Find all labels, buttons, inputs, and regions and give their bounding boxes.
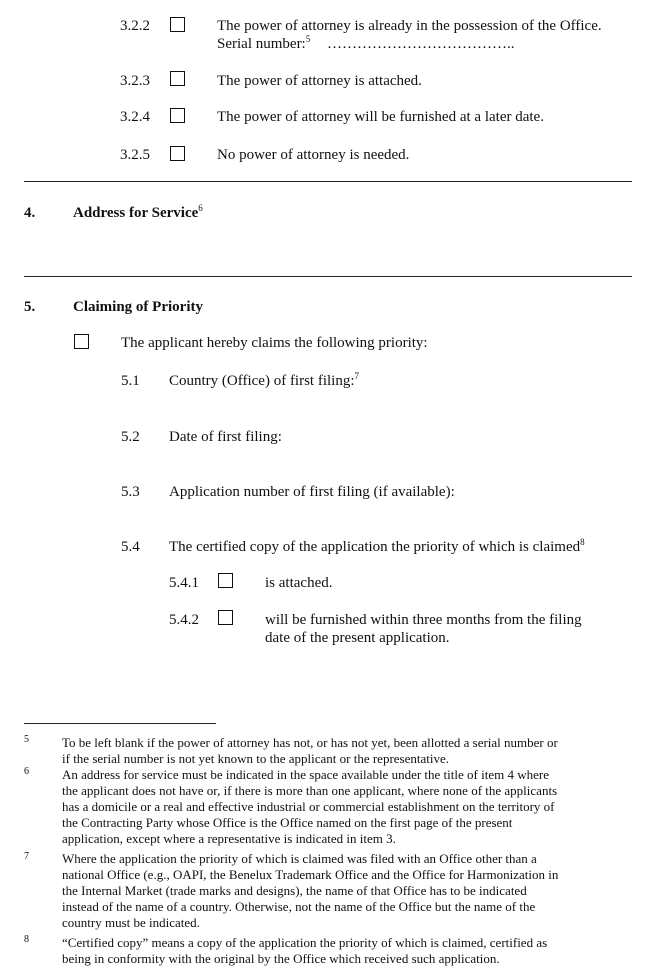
footnote-mark: 5 — [24, 734, 29, 745]
item-number: 5.4.2 — [169, 612, 199, 628]
footnote-line: Where the application the priority of which is claimed was filed with an Office other than a — [62, 851, 537, 866]
item-number: 3.2.3 — [120, 73, 150, 89]
item-number: 3.2.4 — [120, 109, 150, 125]
footnote-line: application, except where a representative is indicated in item 3. — [62, 831, 396, 846]
item-text: Date of first filing: — [169, 429, 282, 445]
section-divider — [24, 181, 632, 182]
footnote-line: national Office (e.g., OAPI, the Benelux Trademark Office and the Office for Harmonization in — [62, 867, 559, 882]
footnote-line: country must be indicated. — [62, 915, 200, 930]
footnote-separator — [24, 723, 216, 724]
section-number: 4. — [24, 205, 36, 221]
footnote-line: has a domicile or a real and effective industrial or commercial establishment on the territory of — [62, 799, 555, 814]
item-text: The power of attorney will be furnished at a later date. — [217, 109, 544, 125]
priority-claim-checkbox[interactable] — [74, 334, 89, 349]
item-number: 5.4.1 — [169, 575, 199, 591]
section-title: Address for Service$^6$ — [73, 203, 203, 221]
item-text: The certified copy of the application the priority of which is claimed$^8$ — [169, 537, 585, 555]
footnote-mark: 7 — [24, 851, 29, 862]
footnote-line: An address for service must be indicated in the space available under the title of item 4 where — [62, 767, 549, 782]
footnote-line: being in conformity with the original by the Office which received such application. — [62, 951, 500, 966]
item-text: Application number of first filing (if available): — [169, 484, 455, 500]
checkbox-5-4-2[interactable] — [218, 610, 233, 625]
section-number: 5. — [24, 299, 36, 315]
footnote-mark: 8 — [24, 934, 29, 945]
section-title: Claiming of Priority — [73, 299, 203, 315]
checkbox-3-2-5[interactable] — [170, 146, 185, 161]
item-number: 5.2 — [121, 429, 140, 445]
checkbox-3-2-3[interactable] — [170, 71, 185, 86]
item-number: 3.2.2 — [120, 18, 150, 34]
item-text: No power of attorney is needed. — [217, 147, 410, 163]
item-text: The power of attorney is already in the possession of the Office. — [217, 18, 602, 34]
item-text: Country (Office) of first filing:$^7$ — [169, 371, 360, 389]
serial-number-field[interactable]: ……………………………….. — [327, 36, 515, 52]
checkbox-3-2-2[interactable] — [170, 17, 185, 32]
priority-claim-text: The applicant hereby claims the following priority: — [121, 335, 428, 351]
footnote-line: instead of the name of a country. Otherwise, not the name of the Office but the name of the — [62, 899, 536, 914]
item-number: 5.4 — [121, 539, 140, 555]
footnote-line: if the serial number is not yet known to the applicant or the representative. — [62, 751, 449, 766]
item-text: is attached. — [265, 575, 333, 591]
item-text: The power of attorney is attached. — [217, 73, 422, 89]
footnote-line: “Certified copy” means a copy of the application the priority of which is claimed, certified as — [62, 935, 548, 950]
item-number: 3.2.5 — [120, 147, 150, 163]
footnote-line: the Internal Market (trade marks and designs), the name of that Office has to be indicated — [62, 883, 527, 898]
footnote-line: the Contracting Party whose Office is the Office named on the first page of the present — [62, 815, 513, 830]
checkbox-3-2-4[interactable] — [170, 108, 185, 123]
checkbox-5-4-1[interactable] — [218, 573, 233, 588]
item-number: 5.3 — [121, 484, 140, 500]
footnote-mark: 6 — [24, 766, 29, 777]
footnote-line: the applicant does not have or, if there is more than one applicant, where none of the applicants — [62, 783, 558, 798]
item-text: will be furnished within three months from the filing — [265, 612, 582, 628]
footnote-line: To be left blank if the power of attorney has not, or has not yet, been allotted a serial number or — [62, 735, 558, 750]
serial-number-label: Serial number:$^5$ — [217, 34, 311, 52]
item-text-line2: date of the present application. — [265, 630, 450, 646]
section-divider — [24, 276, 632, 277]
item-number: 5.1 — [121, 373, 140, 389]
